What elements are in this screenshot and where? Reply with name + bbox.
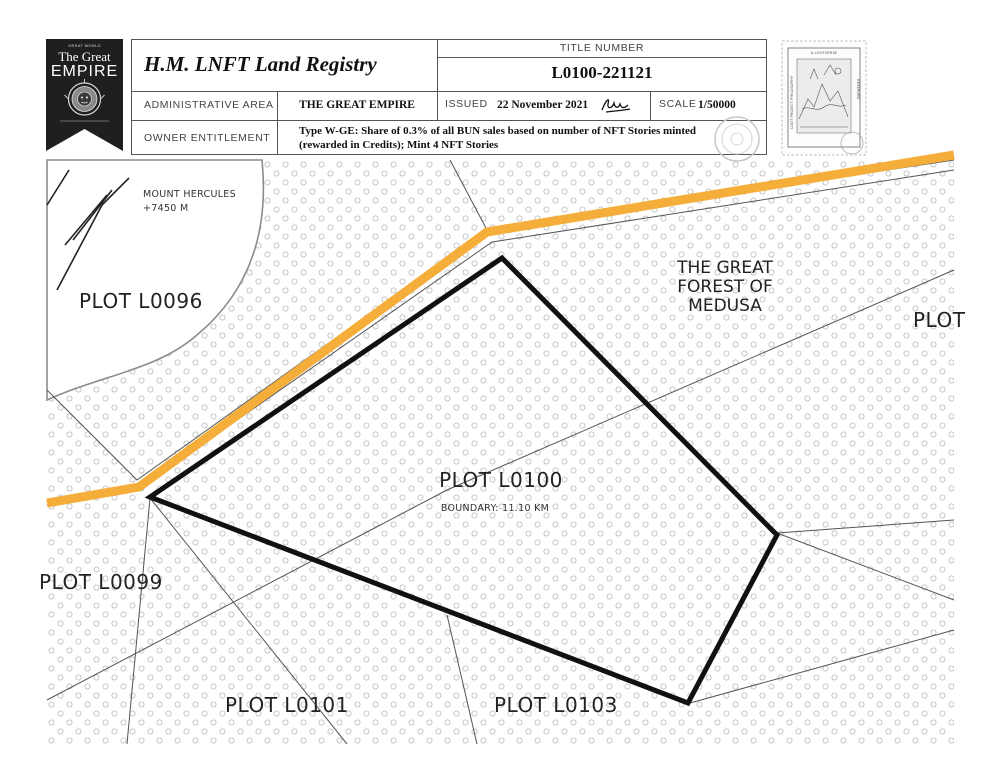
badge-title-line1: The Great — [58, 49, 111, 64]
mountain-name: MOUNT HERCULES — [143, 189, 236, 200]
signature-icon — [598, 94, 634, 116]
badge-small-text: GREAT WORLD — [68, 43, 101, 48]
plot-label-l0103: PLOT L0103 — [494, 693, 618, 717]
forest-label-line2: FOREST OF — [677, 277, 773, 297]
admin-area-value: THE GREAT EMPIRE — [299, 99, 415, 111]
stamp-side-text-right: RESERVED — [856, 79, 861, 100]
plot-label-right: PLOT — [913, 308, 966, 332]
plot-label-l0100: PLOT L0100 — [439, 468, 563, 492]
registry-header — [131, 39, 767, 155]
divider — [132, 91, 767, 92]
registry-title: H.M. LNFT Land Registry — [144, 52, 377, 76]
stamp-side-text-left: LOOT PROJECT PHILOSOPHY — [789, 75, 794, 129]
scale-value: 1/50000 — [698, 99, 736, 111]
mountain-elevation: +7450 M — [143, 203, 189, 214]
seal-icon — [706, 118, 768, 160]
plot-label-l0099: PLOT L0099 — [39, 570, 163, 594]
divider — [132, 120, 767, 121]
badge-title-line2: EMPIRE — [50, 63, 119, 80]
empire-badge — [46, 39, 123, 151]
title-number-label: TITLE NUMBER — [559, 42, 645, 54]
postage-stamp — [780, 39, 868, 157]
forest-label-line1: THE GREAT — [677, 258, 773, 278]
owner-entitlement-label: OWNER ENTITLEMENT — [144, 132, 271, 144]
divider — [650, 91, 651, 120]
scale-label: SCALE — [659, 98, 697, 110]
title-number: L0100-221121 — [551, 63, 653, 82]
issued-date: 22 November 2021 — [497, 99, 589, 111]
plot-label-l0096: PLOT L0096 — [79, 289, 203, 313]
admin-area-label: ADMINISTRATIVE AREA — [144, 99, 274, 111]
divider — [437, 57, 767, 58]
issued-label: ISSUED — [445, 98, 488, 110]
stamp-top-text: A LOOTVERSE — [810, 50, 838, 55]
map-area[interactable] — [39, 160, 966, 744]
land-map[interactable] — [39, 160, 966, 744]
owner-entitlement-line1: Type W-GE: Share of 0.3% of all BUN sales based on number of NFT Stories minted — [299, 125, 697, 137]
owner-entitlement-line2: (rewarded in Credits); Mint 4 NFT Stories — [299, 139, 499, 151]
owner-entitlement-value — [299, 124, 696, 152]
plot-boundary-length: BOUNDARY: 11.10 KM — [440, 503, 550, 514]
plot-label-l0101: PLOT L0101 — [225, 693, 349, 717]
forest-label-line3: MEDUSA — [688, 296, 762, 316]
